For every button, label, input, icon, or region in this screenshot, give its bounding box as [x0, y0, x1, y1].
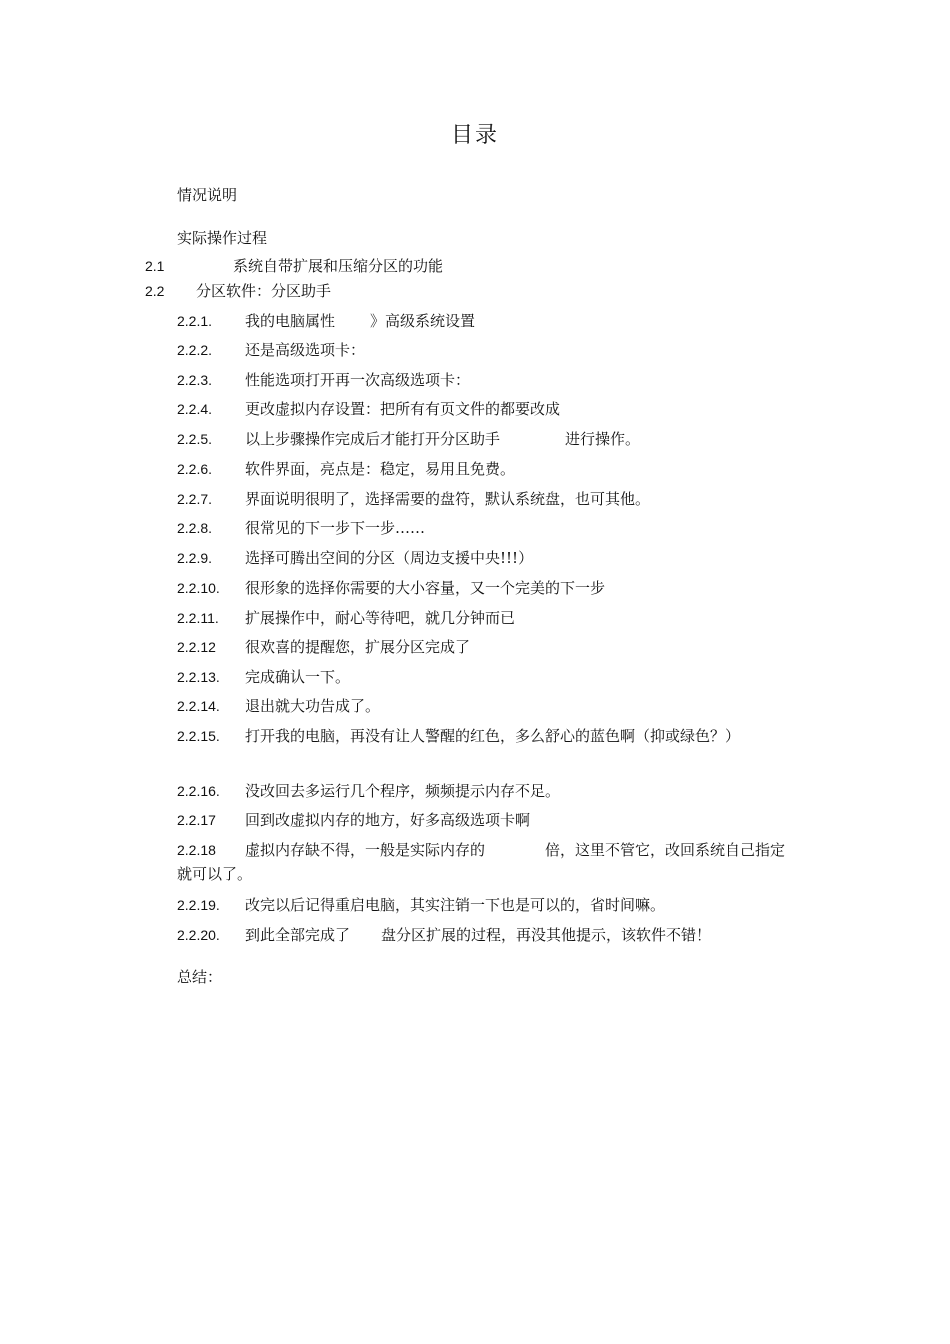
toc-entry[interactable]: 退出就大功告成了。 [245, 697, 381, 715]
toc-number: 2.2.17 [177, 812, 216, 828]
toc-number: 2.2.8. [177, 520, 213, 536]
toc-section-process[interactable]: 实际操作过程 [177, 229, 268, 247]
toc-entry-wrap: 就可以了。 [177, 865, 253, 883]
toc-entry[interactable]: 完成确认一下。 [245, 668, 351, 686]
toc-number: 2.2 [145, 283, 165, 299]
toc-number: 2.2.15. [177, 728, 220, 744]
toc-number: 2.2.3. [177, 372, 213, 388]
toc-entry-suffix: 倍，这里不管它，改回系统自己指定 [545, 841, 786, 859]
toc-number: 2.2.4. [177, 401, 213, 417]
toc-entry[interactable]: 还是高级选项卡： [245, 341, 366, 359]
toc-entry[interactable]: 回到改虚拟内存的地方，好多高级选项卡啊 [245, 811, 531, 829]
toc-entry[interactable]: 打开我的电脑，再没有让人警醒的红色，多么舒心的蓝色啊（抑或绿色？） [245, 727, 741, 745]
toc-number: 2.2.12 [177, 639, 216, 655]
toc-number: 2.2.5. [177, 431, 213, 447]
toc-number: 2.2.18 [177, 842, 216, 858]
toc-number: 2.2.16. [177, 783, 220, 799]
toc-entry[interactable]: 以上步骤操作完成后才能打开分区助手 [245, 430, 501, 448]
toc-entry[interactable]: 我的电脑属性 [245, 312, 336, 330]
toc-section-summary[interactable]: 总结： [177, 968, 223, 986]
toc-entry[interactable]: 没改回去多运行几个程序，频频提示内存不足。 [245, 782, 561, 800]
toc-number: 2.2.2. [177, 342, 213, 358]
toc-number: 2.2.13. [177, 669, 220, 685]
toc-number: 2.2.14. [177, 698, 220, 714]
toc-entry[interactable]: 性能选项打开再一次高级选项卡： [245, 371, 471, 389]
toc-entry-2-2[interactable]: 分区软件：分区助手 [196, 282, 332, 300]
toc-entry[interactable]: 改完以后记得重启电脑，其实注销一下也是可以的，省时间嘛。 [245, 896, 666, 914]
toc-entry[interactable]: 很形象的选择你需要的大小容量，又一个完美的下一步 [245, 579, 606, 597]
toc-entry[interactable]: 很欢喜的提醒您，扩展分区完成了 [245, 638, 471, 656]
toc-entry[interactable]: 软件界面，亮点是：稳定，易用且免费。 [245, 460, 516, 478]
toc-number: 2.2.11. [177, 610, 219, 626]
toc-number: 2.2.20. [177, 927, 220, 943]
toc-number: 2.2.9. [177, 550, 213, 566]
toc-entry-suffix: 》高级系统设置 [370, 312, 476, 330]
toc-section-situation[interactable]: 情况说明 [177, 186, 238, 204]
toc-entry-suffix: 盘分区扩展的过程，再没其他提示，该软件不错！ [381, 926, 712, 944]
toc-entry[interactable]: 界面说明很明了，选择需要的盘符，默认系统盘，也可其他。 [245, 490, 651, 508]
toc-entry[interactable]: 更改虚拟内存设置：把所有有页文件的都要改成 [245, 400, 561, 418]
toc-entry[interactable]: 虚拟内存缺不得，一般是实际内存的 [245, 841, 486, 859]
toc-number: 2.2.19. [177, 897, 220, 913]
toc-number: 2.2.7. [177, 491, 213, 507]
toc-entry[interactable]: 到此全部完成了 [245, 926, 351, 944]
toc-number: 2.2.6. [177, 461, 213, 477]
toc-entry[interactable]: 很常见的下一步下一步…… [245, 519, 426, 537]
toc-number: 2.2.10. [177, 580, 220, 596]
toc-number: 2.1 [145, 258, 165, 274]
page-title: 目录 [450, 123, 499, 148]
toc-entry[interactable]: 选择可腾出空间的分区（周边支援中央!!!） [245, 549, 534, 567]
toc-entry-2-1[interactable]: 系统自带扩展和压缩分区的功能 [233, 257, 444, 275]
toc-entry-suffix: 进行操作。 [565, 430, 641, 448]
toc-number: 2.2.1. [177, 313, 213, 329]
toc-entry[interactable]: 扩展操作中，耐心等待吧，就几分钟而已 [245, 609, 516, 627]
